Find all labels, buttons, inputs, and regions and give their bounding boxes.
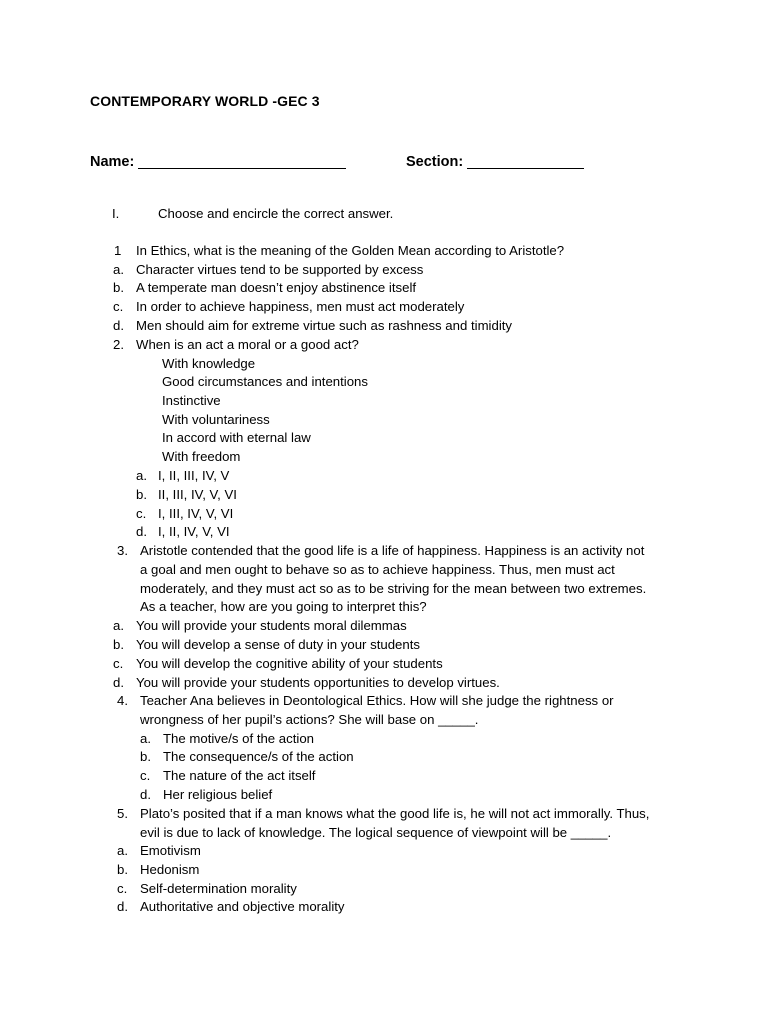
question-number: 5. — [117, 806, 128, 821]
option-label: a. — [140, 731, 151, 746]
question-text: When is an act a moral or a good act? — [136, 337, 359, 352]
instruction-marker: I. — [112, 206, 120, 221]
question-number: 1 — [114, 243, 122, 258]
item-text: Good circumstances and intentions — [162, 374, 368, 389]
item-text: In accord with eternal law — [162, 430, 311, 445]
section-blank-line[interactable] — [467, 154, 584, 169]
option-text: Her religious belief — [163, 787, 273, 802]
section-field — [406, 154, 584, 170]
section-label: Section: — [406, 154, 464, 170]
name-blank-line[interactable] — [138, 154, 346, 169]
option-text: You will develop a sense of duty in your students — [136, 637, 420, 652]
option-label: d. — [117, 899, 128, 914]
option-label: d. — [140, 787, 151, 802]
option-text: You will develop the cognitive ability of your students — [136, 656, 443, 671]
option-text: You will provide your students moral dilemmas — [136, 618, 407, 633]
option-label: a. — [117, 843, 128, 858]
option-text: Character virtues tend to be supported by excess — [136, 262, 424, 277]
question-text: In Ethics, what is the meaning of the Golden Mean according to Aristotle? — [136, 243, 565, 258]
option-label: a. — [113, 262, 124, 277]
option-text: I, III, IV, V, VI — [158, 506, 234, 521]
question-number: 4. — [117, 693, 128, 708]
question-text-line-1: Teacher Ana believes in Deontological Ethics. How will she judge the rightness or — [140, 693, 614, 708]
option-text: Authoritative and objective morality — [140, 899, 345, 914]
option-label: b. — [140, 749, 151, 764]
option-label: b. — [113, 280, 124, 295]
option-label: b. — [113, 637, 124, 652]
option-label: a. — [136, 468, 147, 483]
option-text: I, II, III, IV, V — [158, 468, 230, 483]
option-label: c. — [113, 299, 124, 314]
item-text: With voluntariness — [162, 412, 270, 427]
document-title: CONTEMPORARY WORLD -GEC 3 — [90, 93, 320, 109]
option-text: The consequence/s of the action — [163, 749, 354, 764]
question-text-line-1: Plato’s posited that if a man knows what the good life is, he will not act immorally. Thus, — [140, 806, 650, 821]
item-text: Instinctive — [162, 393, 221, 408]
item-text: With freedom — [162, 449, 241, 464]
option-label: c. — [140, 768, 151, 783]
option-label: d. — [136, 524, 147, 539]
option-text: Emotivism — [140, 843, 201, 858]
option-text: A temperate man doesn’t enjoy abstinence itself — [136, 280, 417, 295]
option-label: b. — [117, 862, 128, 877]
option-text: You will provide your students opportunities to develop virtues. — [136, 675, 500, 690]
option-label: a. — [113, 618, 124, 633]
option-text: In order to achieve happiness, men must act moderately — [136, 299, 465, 314]
question-number: 2. — [113, 337, 124, 352]
option-label: c. — [136, 506, 147, 521]
option-text: II, III, IV, V, VI — [158, 487, 237, 502]
item-text: With knowledge — [162, 356, 256, 371]
question-text-line-3: moderately, and they must act so as to be striving for the mean between two extremes. — [140, 581, 647, 596]
option-text: The motive/s of the action — [163, 731, 314, 746]
question-number: 3. — [117, 543, 128, 558]
option-text: Men should aim for extreme virtue such as rashness and timidity — [136, 318, 513, 333]
question-text-line-2: a goal and men ought to behave so as to achieve happiness. Thus, men must act — [140, 562, 615, 577]
option-label: d. — [113, 318, 124, 333]
name-label: Name: — [90, 154, 135, 170]
option-text: The nature of the act itself — [163, 768, 316, 783]
option-label: b. — [136, 487, 147, 502]
option-label: c. — [117, 881, 128, 896]
question-text-line-2: wrongness of her pupil’s actions? She will base on _____. — [140, 712, 479, 727]
question-text-line-4: As a teacher, how are you going to interpret this? — [140, 599, 427, 614]
option-text: Hedonism — [140, 862, 200, 877]
option-label: c. — [113, 656, 124, 671]
option-text: Self-determination morality — [140, 881, 297, 896]
option-label: d. — [113, 675, 124, 690]
instruction-text: Choose and encircle the correct answer. — [158, 206, 394, 221]
option-text: I, II, IV, V, VI — [158, 524, 230, 539]
question-text-line-2: evil is due to lack of knowledge. The logical sequence of viewpoint will be _____. — [140, 825, 612, 840]
name-field — [90, 154, 346, 170]
question-text-line-1: Aristotle contended that the good life is a life of happiness. Happiness is an activity not — [140, 543, 645, 558]
